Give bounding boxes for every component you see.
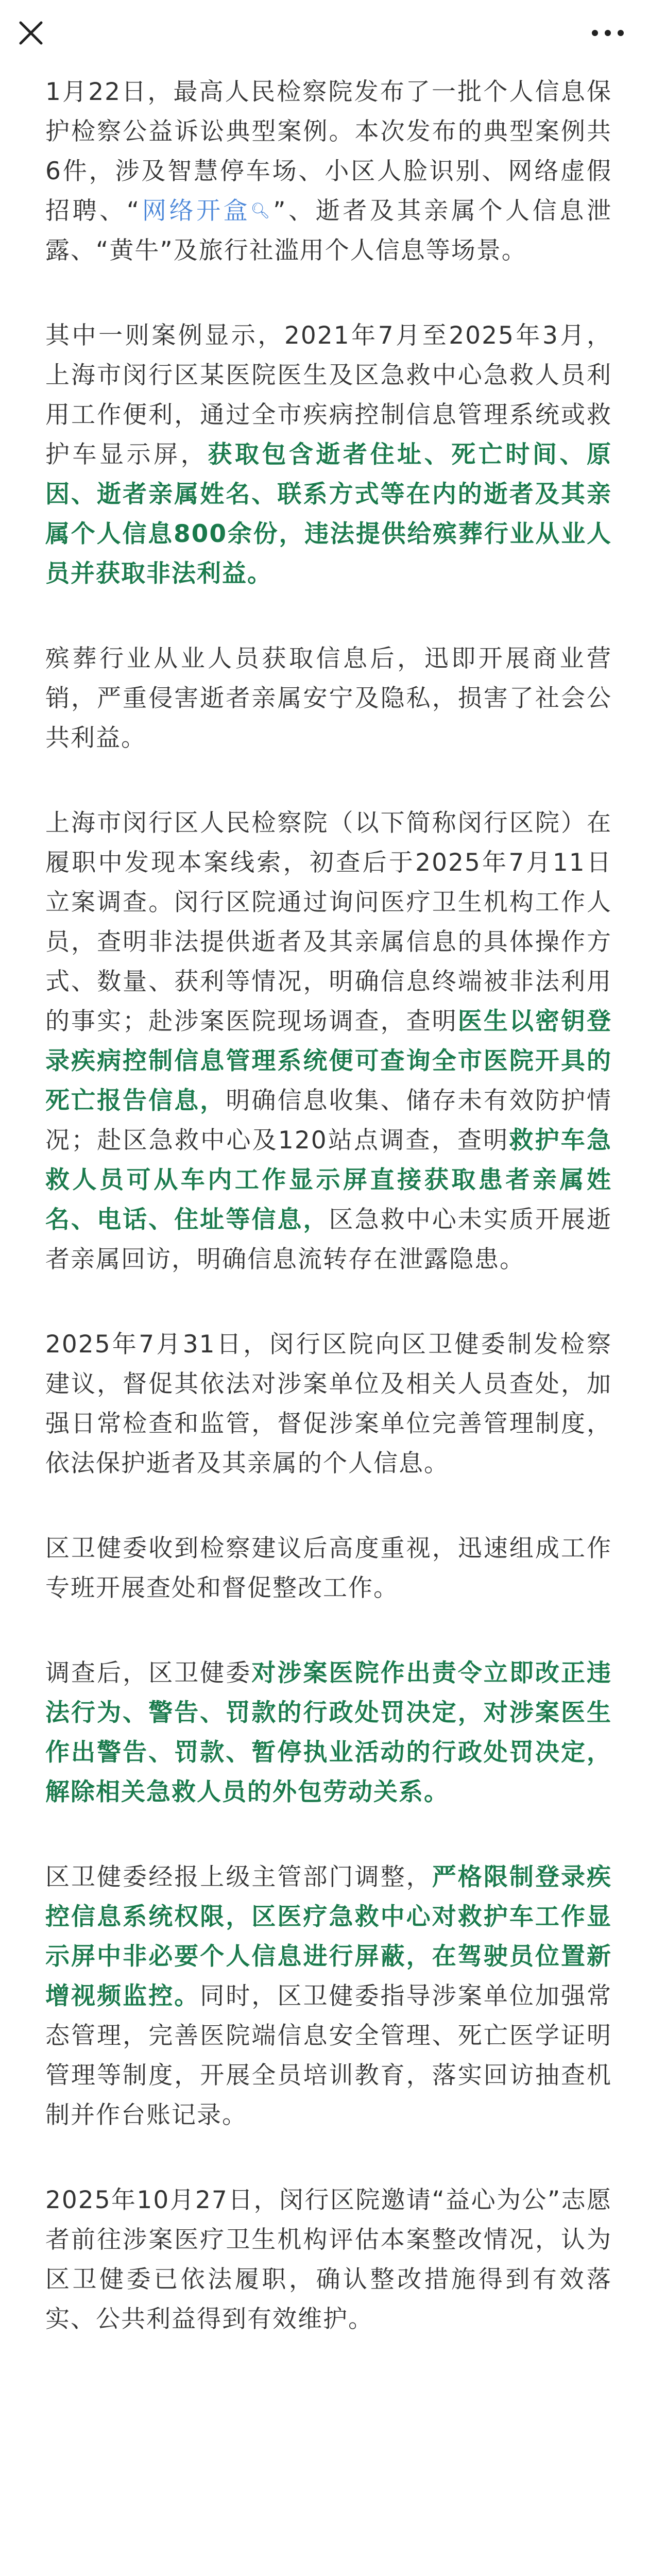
paragraph-text: 区卫健委经报上级主管部门调整，	[45, 1863, 432, 1891]
search-icon: 🔍︎	[250, 202, 274, 220]
article-body	[45, 72, 612, 2384]
paragraph-text: 2025年7月31日，闵行区院向区卫健委制发检察建议，督促其依法对涉案单位及相关人员查处，加强日常检查和监管，督促涉案单位完善管理制度，依法保护逝者及其亲属的个人信息。	[45, 1330, 612, 1478]
paragraph-case	[45, 316, 612, 594]
paragraph-investigation	[45, 803, 612, 1279]
paragraph-text: 区卫健委收到检察建议后高度重视，迅速组成工作专班开展查处和督促整改工作。	[45, 1534, 612, 1602]
highlight-text: 严格限制登录疾控信息系统权限，区医疗急救中心对救护车工作显示屏中非必要个人信息进行屏蔽，在驾驶员位置新增视频监控。	[45, 1863, 612, 2010]
search-link[interactable]	[140, 197, 273, 225]
highlight-text: 救护车急救人员可从车内工作显示屏直接获取患者亲属姓名、电话、住址等信息，	[45, 1126, 612, 1234]
paragraph-text: 殡葬行业从业人员获取信息后，迅即开展商业营销，严重侵害逝者亲属安宁及隐私，损害了社会公共利益。	[45, 645, 612, 752]
paragraph-intro	[45, 72, 612, 270]
highlight-text: 获取包含逝者住址、死亡时间、原因、逝者亲属姓名、联系方式等在内的逝者及其亲属个人信息800余份，违法提供给殡葬行业从业人员并获取非法利益。	[45, 440, 612, 588]
paragraph-text: 同时，区卫健委指导涉案单位加强常态管理，完善医院端信息安全管理、死亡医学证明管理等制度，开展全员培训教育，落实回访抽查机制并作台账记录。	[45, 1982, 612, 2129]
paragraph-text: 调查后，区卫健委	[45, 1659, 252, 1687]
highlight-text: 对涉案医院作出责令立即改正违法行为、警告、罚款的行政处罚决定，对涉案医生作出警告、罚款、暂停执业活动的行政处罚决定，解除相关急救人员的外包劳动关系。	[45, 1659, 612, 1806]
paragraph-text: 其中一则案例显示，2021年7月至2025年3月，上海市闵行区某医院医生及区急救中心急救人员利用工作便利，通过全市疾病控制信息管理系统或救护车显示屏，	[45, 321, 612, 469]
paragraph-text: 1月22日，最高人民检察院发布了一批个人信息保护检察公益诉讼典型案例。本次发布的典型案例共6件，涉及智慧停车场、小区人脸识别、网络虚假招聘、“	[45, 78, 612, 225]
highlight-text: 医生以密钥登录疾病控制信息管理系统便可查询全市医院开具的死亡报告信息，	[45, 1007, 612, 1115]
paragraph-penalty	[45, 1653, 612, 1812]
paragraph-text: 2025年10月27日，闵行区院邀请“益心为公”志愿者前往涉案医疗卫生机构评估本案整改情况，认为区卫健委已依法履职，确认整改措施得到有效落实、公共利益得到有效维护。	[45, 2186, 612, 2333]
top-toolbar	[0, 0, 649, 68]
more-icon[interactable]	[587, 18, 628, 48]
paragraph-impact	[45, 639, 612, 758]
close-icon[interactable]	[15, 18, 46, 48]
paragraph-evaluation	[45, 2180, 612, 2339]
paragraph-response	[45, 1529, 612, 1608]
paragraph-text: ”、逝者及其亲属个人信息泄露、“黄牛”及旅行社滥用个人信息等场景。	[45, 197, 612, 265]
paragraph-text: 明确信息收集、储存未有效防护情况；赴区急救中心及120站点调查，查明	[45, 1087, 612, 1155]
paragraph-rectification	[45, 1857, 612, 2135]
paragraph-text: 区急救中心未实质开展逝者亲属回访，明确信息流转存在泄露隐患。	[45, 1206, 612, 1274]
paragraph-text: 上海市闵行区人民检察院（以下简称闵行区院）在履职中发现本案线索，初查后于2025年7月11日立案调查。闵行区院通过询问医疗卫生机构工作人员，查明非法提供逝者及其亲属信息的具体操作方式、数量、获利等情况，明确信息终端被非法利用的事实；赴涉案医院现场调查，查明	[45, 809, 612, 1036]
paragraph-suggestion	[45, 1325, 612, 1483]
link-text[interactable]: 网络开盒	[140, 197, 251, 225]
